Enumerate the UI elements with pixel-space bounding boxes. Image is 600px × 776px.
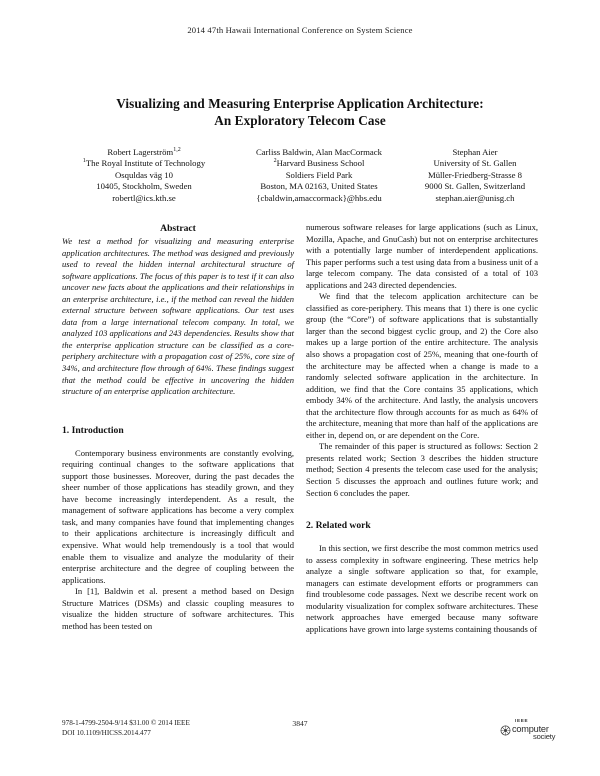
intro-paragraph-2: In [1], Baldwin et al. present a method based on Design Structure Matrices (DSMs) and classic coupling measures to visualize the hidden structure of software architectures. This method has been tested on xyxy=(62,586,294,631)
author-address-2: 10405, Stockholm, Sweden xyxy=(96,181,192,192)
page-title xyxy=(60,95,540,129)
affiliation-text: Harvard Business School xyxy=(276,158,365,169)
author-affiliation xyxy=(234,158,404,169)
author-column-2 xyxy=(234,147,404,204)
ieee-logo-mark-icon xyxy=(500,725,511,736)
logo-computer-text: computer xyxy=(512,724,549,734)
intro-paragraph-5: The remainder of this paper is structured as follows: Section 2 presents related work; Section 3 describes the hidden structure method; Section 4 presents the telecom case used for the analysis; Section 5 discusses the approach and outlines future work; and Section 6 concludes the paper. xyxy=(306,441,538,498)
author-name-text: Robert Lagerström xyxy=(107,147,174,157)
column-left xyxy=(62,222,294,632)
spacer xyxy=(306,532,538,543)
author-name xyxy=(405,147,545,158)
title-line-1: Visualizing and Measuring Enterprise Application Architecture: xyxy=(116,96,484,111)
author-address-1: Osquldas väg 10 xyxy=(115,169,173,180)
author-block xyxy=(55,147,545,204)
intro-paragraph-3: numerous software releases for large applications (such as Linux, Mozilla, Apache, and GnuCash) but not on enterprise architectures with a potentially large number of interdependent applications. This paper performs such a test using data from a business unit of a large telecom company. The data consisted of a total of 103 applications and 243 directed dependencies. xyxy=(306,222,538,290)
related-work-paragraph-1: In this section, we first describe the most common metrics used to assess complexity in software engineering. These metrics help analyze a single software application so that, for example, managers can estimate development efforts or programmers can find troublesome code passages. Next we describe recent work on modularity visualization for complex software architectures. These network approaches have emerged because many software applications have grown into large systems containing thousands of xyxy=(306,543,538,634)
author-name xyxy=(55,147,233,158)
author-address-1: Soldiers Field Park xyxy=(285,169,353,180)
author-name-superscript: 1,2 xyxy=(173,147,181,154)
author-name-text: Stephan Aier xyxy=(452,147,498,157)
author-email[interactable]: stephan.aier@unisg.ch xyxy=(435,192,515,203)
abstract-heading: Abstract xyxy=(160,223,196,234)
author-email[interactable]: {cbaldwin,amaccormack}@hbs.edu xyxy=(256,192,382,203)
intro-paragraph-1: Contemporary business environments are constantly evolving, requiring continual changes to the software applications that support those businesses. Moreover, during the past decades the sheer number of those applications has steadily grown, and they have become increasingly interdependent. As a result, the management of software applications has become a very complex task, and many companies have found that implementing changes to their applications architecture is increasingly difficult and expensive. What would help tremendously is a tool that would enable them to visualize and analyze the modularity of their enterprise architecture and the degree of coupling between the applications. xyxy=(62,447,294,585)
footer-page-number: 3847 xyxy=(292,719,308,728)
logo-ieee-text: IEEE xyxy=(515,718,529,723)
author-affiliation xyxy=(405,158,545,169)
title-line-2: An Exploratory Telecom Case xyxy=(214,113,386,128)
section-heading-related-work: 2. Related work xyxy=(306,520,371,532)
spacer xyxy=(62,398,294,424)
author-column-3 xyxy=(405,147,545,204)
author-affiliation xyxy=(55,158,233,169)
section-heading-introduction: 1. Introduction xyxy=(62,424,124,436)
affiliation-superscript: 1 xyxy=(82,158,86,165)
column-right xyxy=(306,222,538,636)
author-address-2: Boston, MA 02163, United States xyxy=(260,181,378,192)
abstract-body: We test a method for visualizing and measuring enterprise application architectures. The method was designed and previously used to reveal the hidden internal architectural structure of software applications. The focus of this paper is to test if it can also uncover new facts about the applications and their relationships in an enterprise architecture, i.e., if the method can reveal the hidden external structure between software applications. Our test uses data from a large international telecom company. In total, we analyzed 103 applications and 243 dependencies. Results show that the enterprise application structure can be classified as a core-periphery architecture with a propagation cost of 25%, core size of 34%, and architecture flow through of 64%. These findings suggest that the method could be effective in uncovering the hidden structure of an enterprise application architecture. xyxy=(62,236,294,397)
author-address-2: 9000 St. Gallen, Switzerland xyxy=(424,181,526,192)
author-email[interactable]: robertl@ics.kth.se xyxy=(112,192,176,203)
author-name-text: Carliss Baldwin, Alan MacCormack xyxy=(256,147,382,157)
author-address-1: Müller-Friedberg-Strasse 8 xyxy=(427,169,522,180)
footer-isbn-line: 978-1-4799-2504-9/14 $31.00 © 2014 IEEE xyxy=(62,719,190,727)
affiliation-text: The Royal Institute of Technology xyxy=(85,158,206,169)
author-name xyxy=(234,147,404,158)
ieee-computer-society-logo xyxy=(500,718,576,744)
affiliation-superscript: 2 xyxy=(273,158,277,165)
spacer xyxy=(306,499,538,519)
author-column-1 xyxy=(55,147,233,204)
footer-doi-line: DOI 10.1109/HICSS.2014.477 xyxy=(62,728,151,737)
logo-society-text: society xyxy=(533,732,556,741)
intro-paragraph-4: We find that the telecom application architecture can be classified as core-periphery. This means that 1) there is one cyclic group (the “Core”) of software applications that is substantially larger than the second biggest cyclic group, and 2) the Core also makes up a large portion of the entire architecture. The analysis also shows a propagation cost of 25%, meaning that one-fourth of the architecture may be affected when a change is made to a randomly selected software application in the architecture. In addition, we find that the Core contains 35 applications, which embody 34% of the architecture. And lastly, the analysis uncovers that the architecture flow through accounts for as much as 64% of the architecture, meaning that more than half of the applications are either in, depend on, or are dependent on the Core. xyxy=(306,291,538,440)
running-head: 2014 47th Hawaii International Conference on System Science xyxy=(187,25,413,35)
spacer xyxy=(62,437,294,448)
affiliation-text: University of St. Gallen xyxy=(433,158,517,169)
